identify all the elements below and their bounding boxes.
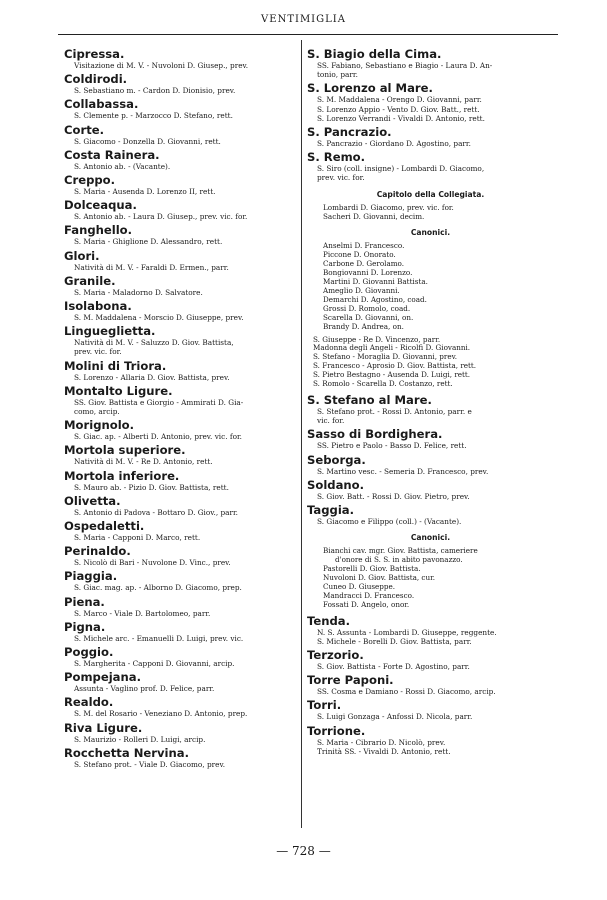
locality-name: Ospedaletti.	[64, 519, 145, 534]
parish-detail: SS. Fabiano, Sebastiano e Biagio - Laura D. An- tonio, parr.	[317, 61, 493, 80]
parish-detail: S. M. Maddalena - Morscio D. Giuseppe, prev.	[74, 313, 244, 323]
chapter-member: Sacheri D. Giovanni, decim.	[323, 211, 425, 221]
directory-entry	[64, 544, 300, 567]
parish-line: S. Giuseppe - Re D. Vincenzo, parr.	[313, 334, 441, 344]
locality-name: Dolceaqua.	[64, 198, 137, 213]
header-rule	[58, 34, 558, 35]
directory-entry	[64, 469, 300, 492]
locality-name: S. Lorenzo al Mare.	[307, 81, 433, 96]
parish-detail: S. Nicolò di Bari - Nuvolone D. Vinc., prev.	[74, 558, 231, 568]
locality-name: Creppo.	[64, 173, 116, 188]
parish-detail: S. Pancrazio - Giordano D. Agostino, parr.	[317, 139, 471, 149]
locality-name: Olivetta.	[64, 493, 121, 508]
running-header: VENTIMIGLIA	[261, 14, 346, 25]
parish-detail: S. Mauro ab. - Pizio D. Giov. Battista, rett.	[74, 482, 229, 492]
locality-name: Piena.	[64, 594, 105, 609]
directory-entry	[64, 123, 300, 146]
directory-entry	[64, 494, 300, 517]
parish-detail: S. Giac. ap. - Alberti D. Antonio, prev. vic. for.	[74, 432, 242, 442]
directory-entry	[307, 478, 554, 501]
parish-line: S. Pietro Bestagno - Ausenda D. Luigi, rett.	[313, 370, 471, 380]
canon-name: Cuneo D. Giuseppe.	[323, 581, 396, 591]
parish-detail: S. Antonio ab. - Laura D. Giusep., prev. vic. for.	[74, 212, 248, 222]
locality-name: Cipressa.	[64, 47, 125, 61]
directory-entry	[307, 503, 554, 526]
locality-name: Collabassa.	[64, 97, 139, 112]
column-divider	[301, 40, 302, 828]
parish-detail: S. Stefano prot. - Viale D. Giacomo, prev.	[74, 759, 226, 769]
locality-name: Isolabona.	[64, 299, 132, 314]
parish-detail: SS. Cosma e Damiano - Rossi D. Giacomo, arcip.	[317, 687, 496, 697]
locality-name: Mortola inferiore.	[64, 468, 180, 483]
parish-detail: SS. Giov. Battista e Giorgio - Ammirati D. Gia- como, arcip.	[74, 397, 244, 417]
directory-entry	[64, 47, 300, 70]
canonici-title: Canonici.	[410, 228, 451, 238]
parish-detail: S. Maria - Cibrario D. Nicolò, prev. Trinità SS. - Vivaldi D. Antonio, rett.	[317, 737, 451, 756]
directory-entry	[64, 746, 300, 769]
parish-detail: S. Marco - Viale D. Bartolomeo, parr.	[74, 608, 211, 618]
parish-detail: S. Antonio di Padova - Bottaro D. Giov., parr.	[74, 507, 239, 517]
parish-detail: Natività di M. V. - Saluzzo D. Giov. Battista, prev. vic. for.	[74, 338, 234, 357]
parish-detail: S. Maria - Ausenda D. Lorenzo II, rett.	[74, 187, 216, 197]
canon-name: Demarchi D. Agostino, coad.	[323, 294, 427, 304]
directory-entry	[307, 673, 554, 696]
locality-name: Fanghello.	[64, 223, 133, 238]
directory-entry	[64, 418, 300, 441]
parish-detail: S. Giov. Battista - Forte D. Agostino, parr.	[317, 661, 470, 671]
chapter-member: Lombardi D. Giacomo, prev. vic. for.	[323, 202, 454, 212]
parish-detail: S. Lorenzo - Allaria D. Giov. Battista, prev.	[74, 372, 230, 382]
canon-name: Pastorelli D. Giov. Battista.	[323, 563, 421, 573]
parish-line: S. Stefano - Moraglia D. Giovanni, prev.	[313, 352, 458, 362]
parish-detail: S. Maurizio - Rolleri D. Luigi, arcip.	[74, 734, 206, 744]
parish-detail: N. S. Assunta - Lombardi D. Giuseppe, reggente. S. Michele - Borelli D. Giov. Battista, parr.	[317, 627, 497, 646]
parish-detail: S. Giacomo e Filippo (coll.) - (Vacante).	[317, 516, 462, 526]
directory-entry	[64, 670, 300, 693]
parish-list	[307, 336, 554, 389]
parish-detail: Assunta - Vaglino prof. D. Felice, parr.	[74, 684, 215, 694]
parish-detail: S. Clemente p. - Marzocco D. Stefano, rett.	[74, 111, 233, 121]
locality-name: Costa Rainera.	[64, 147, 160, 162]
directory-entry	[64, 384, 300, 416]
locality-name: Seborga.	[307, 452, 366, 467]
locality-name: Poggio.	[64, 645, 114, 660]
locality-name: S. Pancrazio.	[307, 125, 392, 140]
directory-entry	[307, 453, 554, 476]
locality-name: Piaggia.	[64, 569, 118, 584]
parish-line: Madonna degli Angeli - Ricolfi D. Giovanni.	[313, 343, 471, 353]
canonici-title-taggia: Canonici.	[410, 533, 451, 543]
locality-name: Granile.	[64, 273, 116, 288]
directory-entry	[307, 698, 554, 721]
directory-entry	[64, 274, 300, 297]
canon-name: Anselmi D. Francesco.	[323, 241, 405, 251]
parish-detail: S. M. del Rosario - Veneziano D. Antonio, prep.	[74, 709, 248, 719]
locality-name: Riva Ligure.	[64, 720, 143, 735]
locality-name: Pompejana.	[64, 670, 141, 685]
canonici-list	[307, 242, 554, 331]
directory-entry	[64, 359, 300, 382]
locality-name: S. Remo.	[307, 150, 366, 165]
canon-name: Mandracci D. Francesco.	[323, 590, 415, 600]
canon-name: Grossi D. Romolo, coad.	[323, 303, 411, 313]
directory-entry	[64, 72, 300, 95]
directory-entry	[307, 47, 554, 79]
locality-name: Tenda.	[307, 613, 351, 628]
parish-detail: S. Margherita - Capponi D. Giovanni, arcip.	[74, 659, 235, 669]
parish-detail: Natività di M. V. - Faraldi D. Ermen., parr.	[74, 262, 229, 272]
canonici-list-taggia	[307, 547, 554, 609]
directory-entry	[64, 595, 300, 618]
directory-entry	[64, 299, 300, 322]
locality-name: Perinaldo.	[64, 544, 131, 559]
parish-line: S. Francesco - Aprosio D. Giov. Battista, rett.	[313, 361, 477, 371]
parish-detail: S. Michele arc. - Emanuelli D. Luigi, prev. vic.	[74, 633, 244, 643]
directory-entry	[64, 519, 300, 542]
locality-name: Taggia.	[307, 502, 355, 517]
directory-entry	[64, 173, 300, 196]
locality-name: Torrione.	[307, 723, 366, 738]
directory-entry	[64, 249, 300, 272]
canon-name: Bianchi cav. mgr. Giov. Battista, cameriere	[323, 546, 478, 556]
parish-detail: S. Giov. Batt. - Rossi D. Giov. Pietro, prev.	[317, 491, 470, 501]
locality-name: Terzorio.	[307, 647, 364, 662]
left-column	[64, 47, 300, 771]
canon-name: Brandy D. Andrea, on.	[323, 321, 404, 331]
locality-name: Lingueglietta.	[64, 324, 156, 339]
parish-detail: S. Stefano prot. - Rossi D. Antonio, parr. e vic. for.	[317, 406, 472, 426]
canon-name: Martini D. Giovanni Battista.	[323, 277, 428, 287]
directory-entry	[64, 324, 300, 356]
parish-line: S. Romolo - Scarella D. Costanzo, rett.	[313, 379, 453, 389]
directory-entry	[307, 125, 554, 148]
directory-entry	[307, 81, 554, 123]
canon-name: Ameglio D. Giovanni.	[323, 285, 400, 295]
directory-entry	[64, 97, 300, 120]
parish-detail: S. Siro (coll. insigne) - Lombardi D. Giacomo, prev. vic. for.	[317, 164, 485, 183]
collegiata-list	[307, 204, 554, 222]
parish-detail: S. Sebastiano m. - Cardon D. Dionisio, prev.	[74, 86, 236, 96]
locality-name: Glori.	[64, 248, 100, 263]
canon-name: Piccone D. Onorato.	[323, 250, 396, 260]
directory-entry	[307, 648, 554, 671]
directory-entry	[307, 724, 554, 756]
canon-name: Carbone D. Gerolamo.	[323, 259, 405, 269]
locality-name: S. Stefano al Mare.	[307, 392, 432, 407]
locality-name: Realdo.	[64, 695, 114, 710]
parish-detail: S. Maria - Capponi D. Marco, rett.	[74, 533, 201, 543]
directory-entry	[64, 198, 300, 221]
canon-name: d'onore di S. S. in abito pavonazzo.	[335, 555, 463, 565]
locality-name: Molini di Triora.	[64, 358, 167, 373]
page-number: — 728 —	[276, 844, 331, 858]
collegiata-title: Capitolo della Collegiata.	[376, 189, 485, 199]
locality-name: Rocchetta Nervina.	[64, 745, 189, 760]
directory-entry	[64, 645, 300, 668]
canon-name: Scarella D. Giovanni, on.	[323, 312, 414, 322]
parish-detail: S. Giac. mag. ap. - Alborno D. Giacomo, prep.	[74, 583, 242, 593]
locality-name: Corte.	[64, 122, 105, 137]
locality-name: Pigna.	[64, 619, 106, 634]
parish-detail: S. Antonio ab. - (Vacante).	[74, 161, 171, 171]
right-column	[307, 47, 554, 758]
directory-entry	[64, 148, 300, 171]
parish-detail: S. Luigi Gonzaga - Anfossi D. Nicola, parr.	[317, 712, 473, 722]
locality-name: Torre Paponi.	[307, 673, 394, 688]
parish-detail: S. Martino vesc. - Semeria D. Francesco, prev.	[317, 466, 489, 476]
parish-detail: SS. Pietro e Paolo - Basso D. Felice, rett.	[317, 441, 467, 451]
parish-detail: S. Maria - Ghiglione D. Alessandro, rett.	[74, 237, 223, 247]
locality-name: Torri.	[307, 698, 342, 713]
directory-entry	[64, 721, 300, 744]
directory-entry	[307, 393, 554, 425]
locality-name: Soldano.	[307, 477, 365, 492]
directory-entry	[307, 427, 554, 450]
directory-entry	[64, 569, 300, 592]
locality-name: Morignolo.	[64, 418, 135, 433]
locality-name: S. Biagio della Cima.	[307, 47, 442, 61]
directory-entry	[307, 150, 554, 182]
parish-detail: S. Maria - Maladorno D. Salvatore.	[74, 287, 203, 297]
locality-name: Mortola superiore.	[64, 443, 186, 458]
canon-name: Bongiovanni D. Lorenzo.	[323, 268, 413, 278]
parish-detail: S. M. Maddalena - Orengo D. Giovanni, parr. S. Lorenzo Appio - Vento D. Giov. Batt., rett. S. Lorenzo Verrandi - Vivaldi D. Antonio, rett.	[317, 95, 485, 123]
locality-name: Montalto Ligure.	[64, 383, 173, 398]
parish-detail: Visitazione di M. V. - Nuvoloni D. Giusep., prev.	[74, 61, 249, 70]
parish-detail: Natività di M. V. - Re D. Antonio, rett.	[74, 457, 213, 467]
canon-name: Nuvoloni D. Giov. Battista, cur.	[323, 572, 436, 582]
locality-name: Coldirodi.	[64, 72, 128, 87]
locality-name: Sasso di Bordighera.	[307, 427, 443, 442]
directory-entry	[307, 614, 554, 646]
parish-detail: S. Giacomo - Donzella D. Giovanni, rett.	[74, 136, 221, 146]
directory-entry	[64, 695, 300, 718]
directory-entry	[64, 620, 300, 643]
directory-entry	[64, 443, 300, 466]
canon-name: Fossati D. Angelo, onor.	[323, 599, 410, 609]
directory-entry	[64, 223, 300, 246]
